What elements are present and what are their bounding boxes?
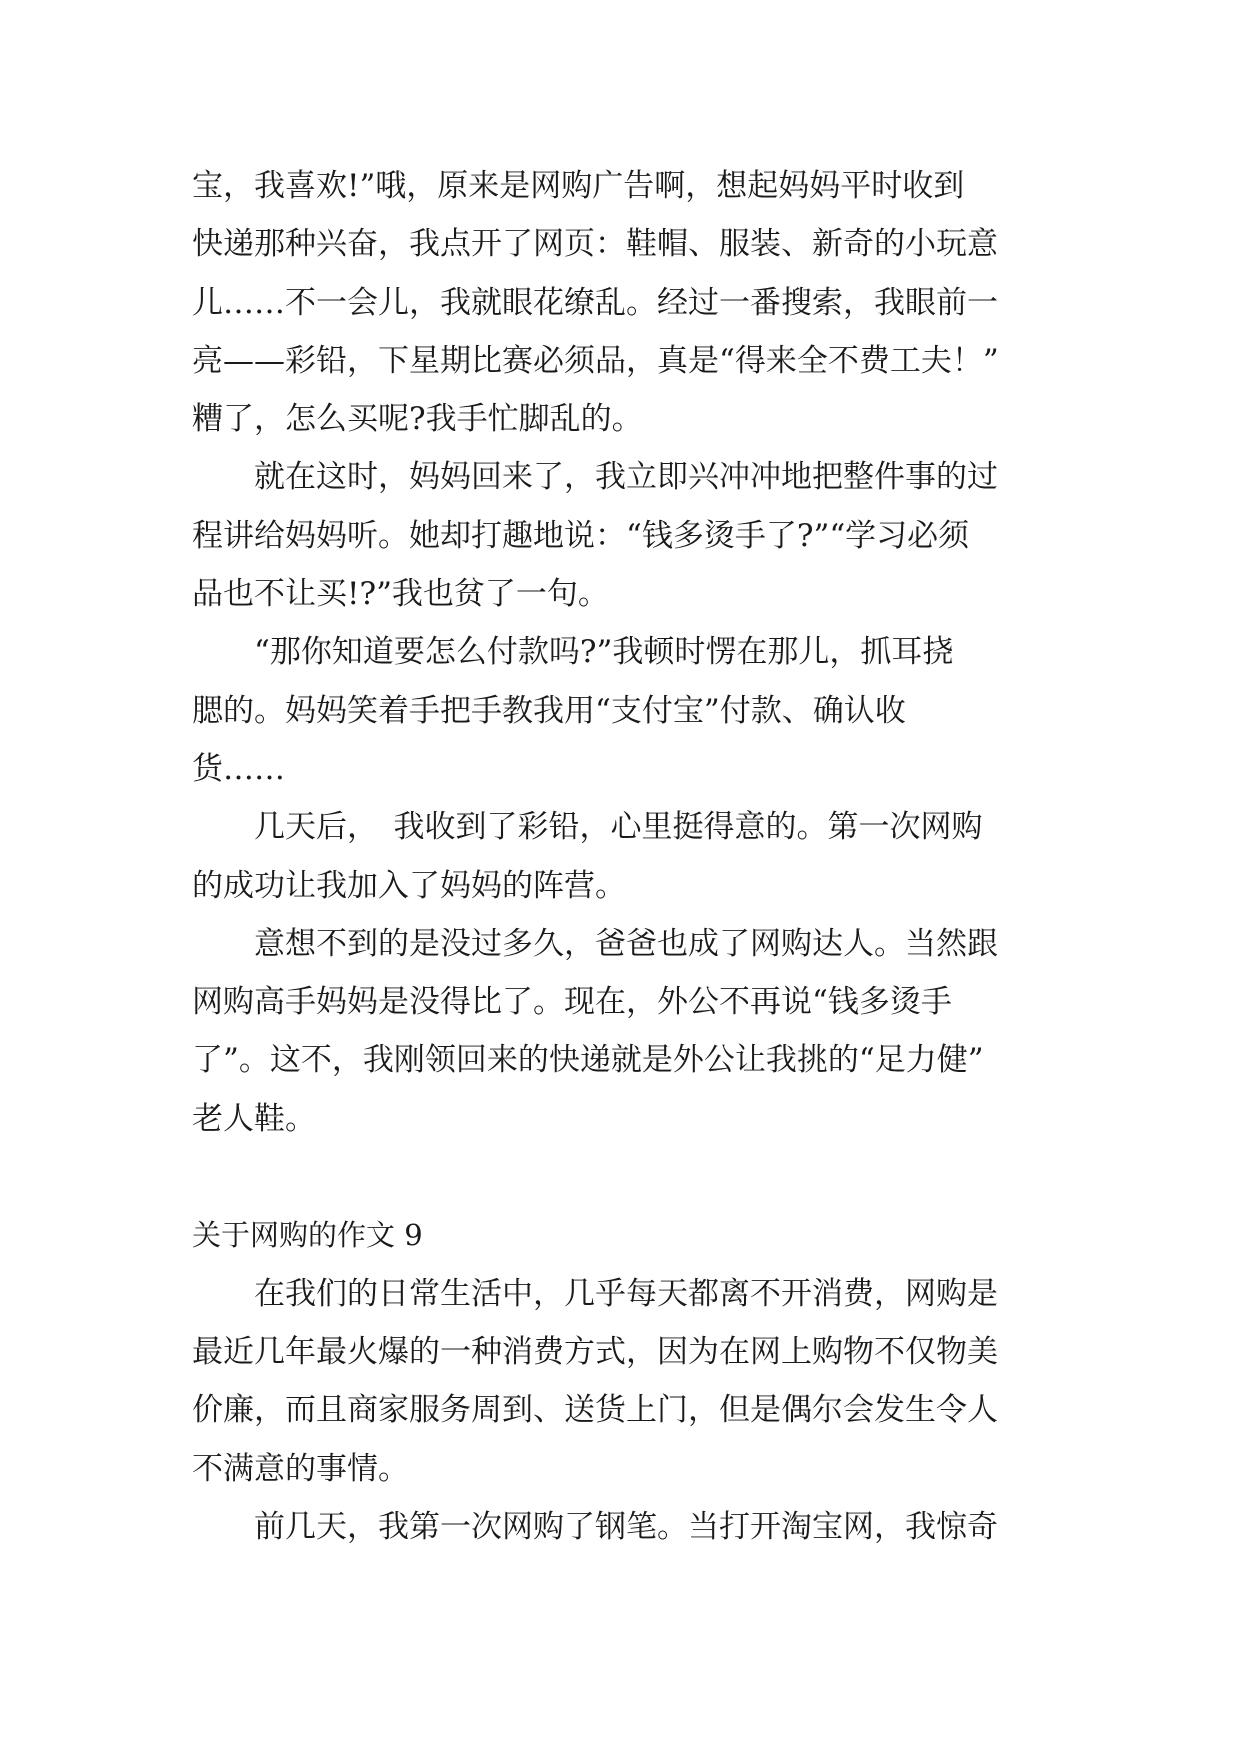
text-line: 意想不到的是没过多久，爸爸也成了网购达人。当然跟 [192,925,998,962]
text-line: 最近几年最火爆的一种消费方式，因为在网上购物不仅物美 [192,1333,998,1370]
text-line: 就在这时，妈妈回来了，我立即兴冲冲地把整件事的过 [192,459,998,496]
text-line: 程讲给妈妈听。她却打趣地说：“钱多烫手了?”“学习必须 [192,517,970,554]
text-line: 几天后， 我收到了彩铅，心里挺得意的。第一次网购 [192,809,983,846]
paragraph-gap [192,1148,1062,1206]
text-line: 宝，我喜欢!”哦，原来是网购广告啊，想起妈妈平时收到 [192,168,965,204]
text-line: 品也不让买!?”我也贫了一句。 [192,576,609,613]
text-line: 网购高手妈妈是没得比了。现在，外公不再说“钱多烫手 [192,984,952,1021]
text-line: 在我们的日常生活中，几乎每天都离不开消费，网购是 [192,1275,998,1312]
essay-text [192,157,1062,1556]
section-heading: 关于网购的作文 9 [192,1218,423,1253]
text-line: 的成功让我加入了妈妈的阵营。 [192,867,626,904]
text-line: 不满意的事情。 [192,1450,409,1487]
text-line: 老人鞋。 [192,1100,316,1137]
text-line: 糟了，怎么买呢?我手忙脚乱的。 [192,401,643,438]
text-line: “那你知道要怎么付款吗?”我顿时愣在那儿，抓耳挠 [192,634,954,671]
text-line: 腮的。妈妈笑着手把手教我用“支付宝”付款、确认收 [192,692,906,729]
text-line: 货…… [192,750,285,787]
text-line: 亮——彩铅，下星期比赛必须品，真是“得来全不费工夫！” [192,342,999,379]
text-line: 了”。这不，我刚领回来的快递就是外公让我挑的“足力健” [192,1042,984,1079]
text-line: 前几天，我第一次网购了钢笔。当打开淘宝网，我惊奇 [192,1508,998,1545]
text-line: 快递那种兴奋，我点开了网页：鞋帽、服装、新奇的小玩意 [192,226,998,263]
text-line: 儿……不一会儿，我就眼花缭乱。经过一番搜索，我眼前一 [192,284,998,321]
text-line: 价廉，而且商家服务周到、送货上门，但是偶尔会发生令人 [192,1392,998,1429]
